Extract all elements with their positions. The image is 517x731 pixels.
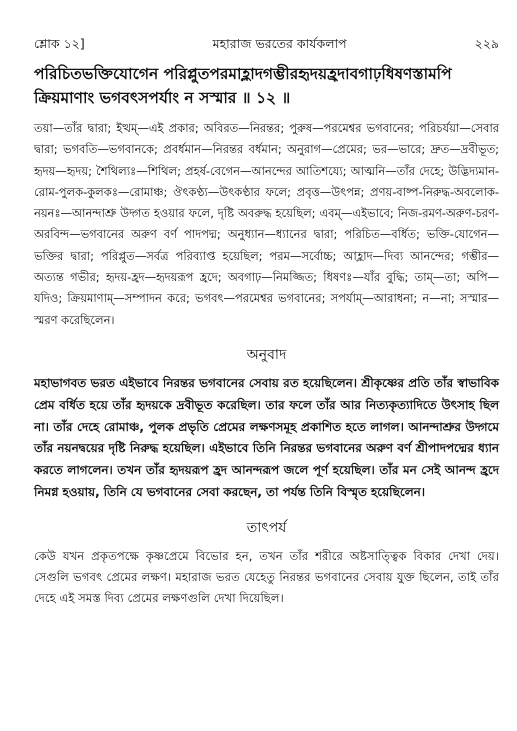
- translation-heading: অনুবাদ: [246, 346, 287, 363]
- page-number: ২২৯: [474, 36, 499, 51]
- purport-heading: তাৎপর্য: [246, 519, 287, 536]
- sanskrit-verse: পরিচিতভক্তিযোগেন পরিপ্লুতপরমাহ্লাদগম্ভীরহৃদয়হ্রদাবগাঢ়ধিষণস্তামপি ক্রিয়মাণাং ভগবৎসপর্যাং ন সস্মার ॥ ১২ ॥: [34, 65, 452, 107]
- chapter-title: মহারাজ ভরতের কার্যকলাপ: [212, 36, 347, 51]
- verse-reference: শ্লোক ১২]: [34, 36, 85, 51]
- synonyms-paragraph: তয়া—তাঁর দ্বারা; ইত্থম্—এই প্রকার; অবিরত—নিরন্তর; পুরুষ—পরমেশ্বর ভগবানের; পরিচর্যয়া—সেবার দ্বারা; ভগবতি—ভগবানকে; প্রবর্ধমান—নিরন্তর বর্ধমান; অনুরাগ—প্রেমের; ভর—ভারে; দ্রুত—দ্রবীভূত; হৃদয়—হৃদয়; শৈথিল্যঃ—শিথিল; প্রহর্ষ-বেগেন—আনন্দের আতিশয্যে; আত্মনি—তাঁর দেহে; উদ্ভিদ্যমান-রোম-পুলক-কুলকঃ—রোমাঞ্চ; ঔৎকণ্ঠ্য—উৎকণ্ঠার ফলে; প্রবৃত্ত—উৎপন্ন; প্রণয়-বাষ্প-নিরুদ্ধ-অবলোক-নয়নঃ—আনন্দাশ্রু উদ্গত হওয়ার ফলে, দৃষ্টি অবরুদ্ধ হয়েছিল; এবম্—এইভাবে; নিজ-রমণ-অরুণ-চরণ-অরবিন্দ—ভগবানের অরুণ বর্ণ পাদপদ্ম; অনুধ্যান—ধ্যানের দ্বারা; পরিচিত—বর্ধিত; ভক্তি-যোগেন—ভক্তির দ্বারা; পরিপ্লুত—সর্বত্র পরিব্যাপ্ত হয়েছিল; পরম—সর্বোচ্চ; আহ্লাদ—দিব্য আনন্দের; গম্ভীর—অত্যন্ত গভীর; হৃদয়-হ্রদ—হৃদয়রূপ হ্রদে; অবগাঢ়—নিমজ্জিত; ধিষণঃ—যাঁর বুদ্ধি; তাম্—তা; অপি—যদিও; ক্রিয়মাণাম্—সম্পাদন করে; ভগবৎ—পরমেশ্বর ভগবানের; সপর্যাম্—আরাধনা; ন—না; সস্মার—স্মরণ করেছিলেন।: [34, 121, 499, 327]
- running-header: [34, 36, 499, 56]
- translation-paragraph: মহাভাগবত ভরত এইভাবে নিরন্তর ভগবানের সেবায় রত হয়েছিলেন। শ্রীকৃষ্ণের প্রতি তাঁর স্বাভাবিক প্রেম বর্ধিত হয়ে তাঁর হৃদয়কে দ্রবীভূত করেছিল। তার ফলে তাঁর আর নিত্যকৃত্যাদিতে উৎসাহ ছিল না। তাঁর দেহে রোমাঞ্চ, পুলক প্রভৃতি প্রেমের লক্ষণসমূহ প্রকাশিত হতে লাগল। আনন্দাশ্রুর উদ্গমে তাঁর নয়নদ্বয়ের দৃষ্টি নিরুদ্ধ হয়েছিল। এইভাবে তিনি নিরন্তর ভগবানের অরুণ বর্ণ শ্রীপাদপদ্মের ধ্যান করতে লাগলেন। তখন তাঁর হৃদয়রূপ হ্রদ আনন্দরূপ জলে পূর্ণ হয়েছিল। তাঁর মন সেই আনন্দ হ্রদে নিমগ্ন হওয়ায়, তিনি যে ভগবানের সেবা করছেন, তা পর্যন্ত তিনি বিস্মৃত হয়েছিলেন।: [34, 375, 499, 499]
- purport-paragraph: কেউ যখন প্রকৃতপক্ষে কৃষ্ণপ্রেমে বিভোর হন, তখন তাঁর শরীরে অষ্টসাত্ত্বিক বিকার দেখা দেয়। সেগুলি ভগবৎ প্রেমের লক্ষণ। মহারাজ ভরত যেহেতু নিরন্তর ভগবানের সেবায় যুক্ত ছিলেন, তাই তাঁর দেহে এই সমস্ত দিব্য প্রেমের লক্ষণগুলি দেখা দিয়েছিল।: [34, 548, 499, 606]
